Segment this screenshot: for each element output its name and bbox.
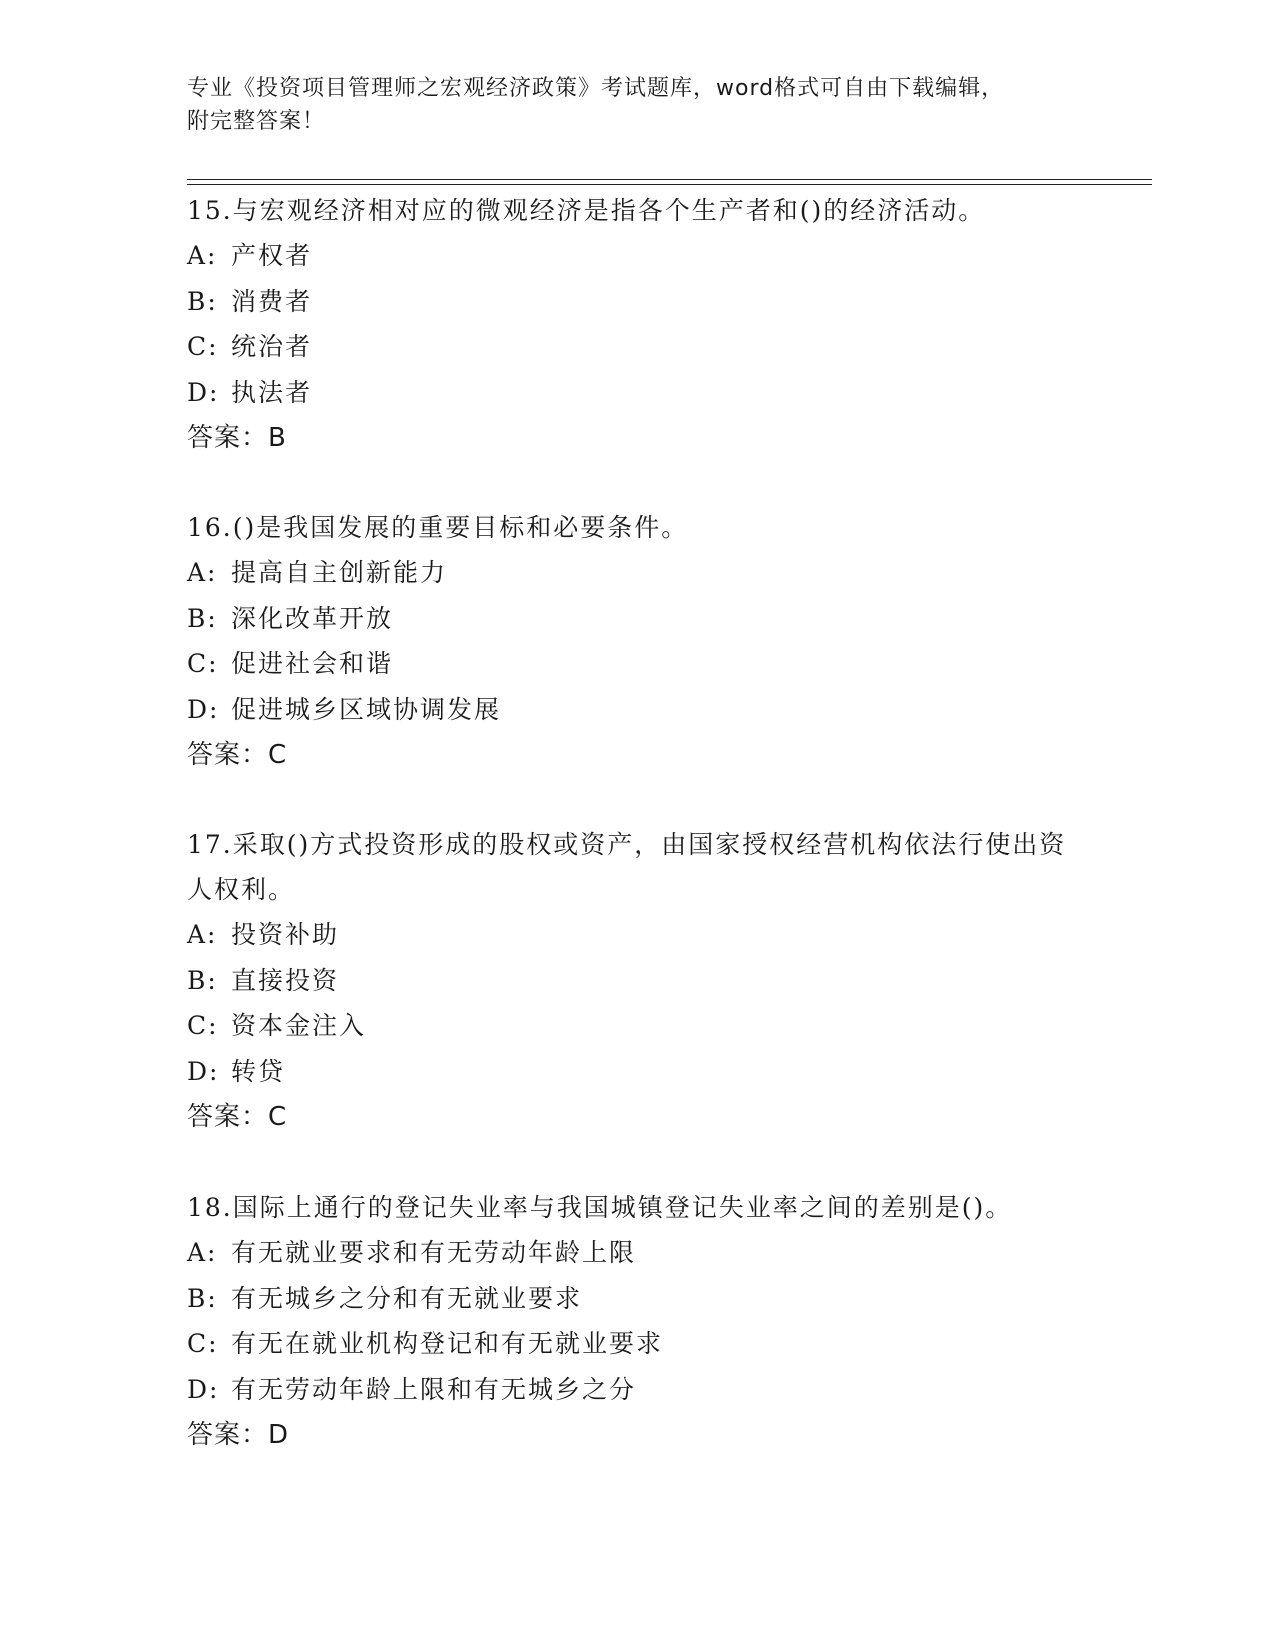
answer-line: 答案：D <box>187 1420 290 1450</box>
option-letter: D: <box>187 694 220 724</box>
option-text: 消费者 <box>231 286 313 316</box>
header-divider-bottom <box>187 184 1152 185</box>
option-letter: C: <box>187 649 219 678</box>
option-a <box>187 233 1087 279</box>
option-letter: C: <box>187 332 219 361</box>
header-line-1: 专业《投资项目管理师之宏观经济政策》考试题库，word格式可自由下载编辑， <box>187 76 1005 101</box>
option-letter: B: <box>187 286 218 316</box>
option-text: 产权者 <box>231 241 313 270</box>
option-text: 有无就业要求和有无劳动年龄上限 <box>231 1238 637 1267</box>
answer-line: 答案：C <box>187 1102 288 1132</box>
option-text: 执法者 <box>231 377 313 407</box>
question-stem: 18.国际上通行的登记失业率与我国城镇登记失业率之间的差别是()。 <box>187 1193 1013 1222</box>
option-letter: D: <box>187 1056 220 1086</box>
option-text: 直接投资 <box>231 965 340 995</box>
option-text: 有无在就业机构登记和有无就业要求 <box>231 1329 664 1358</box>
option-letter: A: <box>187 558 218 587</box>
question-16 <box>187 505 1087 778</box>
option-text: 促进城乡区域协调发展 <box>231 694 502 724</box>
question-15 <box>187 188 1087 461</box>
option-letter: A: <box>187 241 218 270</box>
answer-line: 答案：C <box>187 740 288 770</box>
document-header <box>187 72 1077 138</box>
question-stem: 15.与宏观经济相对应的微观经济是指各个生产者和()的经济活动。 <box>187 196 986 225</box>
option-a <box>187 550 1087 596</box>
option-d <box>187 687 1087 733</box>
option-text: 提高自主创新能力 <box>231 558 448 587</box>
answer-line: 答案：B <box>187 423 287 453</box>
option-text: 投资补助 <box>231 920 340 949</box>
option-text: 资本金注入 <box>231 1011 367 1040</box>
option-b <box>187 279 1087 325</box>
question-stem: 17.采取()方式投资形成的股权或资产，由国家授权经营机构依法行使出资人权利。 <box>187 830 1067 904</box>
option-letter: D: <box>187 377 220 407</box>
option-text: 促进社会和谐 <box>231 649 394 678</box>
header-divider-top <box>187 179 1152 180</box>
option-c <box>187 1321 1087 1367</box>
option-b <box>187 596 1087 642</box>
option-c <box>187 1003 1087 1049</box>
option-c <box>187 641 1087 687</box>
option-c <box>187 324 1087 370</box>
option-b <box>187 1276 1087 1322</box>
option-letter: B: <box>187 603 218 633</box>
option-text: 有无城乡之分和有无就业要求 <box>231 1283 583 1313</box>
option-a <box>187 1230 1087 1276</box>
question-18 <box>187 1185 1087 1458</box>
option-b <box>187 958 1087 1004</box>
option-text: 统治者 <box>231 332 313 361</box>
question-17 <box>187 822 1087 1140</box>
option-letter: B: <box>187 965 218 995</box>
question-stem: 16.()是我国发展的重要目标和必要条件。 <box>187 513 689 542</box>
option-text: 有无劳动年龄上限和有无城乡之分 <box>231 1374 637 1404</box>
option-letter: B: <box>187 1283 218 1313</box>
option-d <box>187 1367 1087 1413</box>
option-text: 深化改革开放 <box>231 603 394 633</box>
option-letter: D: <box>187 1374 220 1404</box>
option-letter: A: <box>187 1238 218 1267</box>
option-letter: C: <box>187 1329 219 1358</box>
option-text: 转贷 <box>231 1056 286 1086</box>
header-line-2: 附完整答案！ <box>187 109 326 134</box>
option-letter: C: <box>187 1011 219 1040</box>
option-d <box>187 370 1087 416</box>
option-a <box>187 912 1087 958</box>
option-letter: A: <box>187 920 218 949</box>
option-d <box>187 1049 1087 1095</box>
